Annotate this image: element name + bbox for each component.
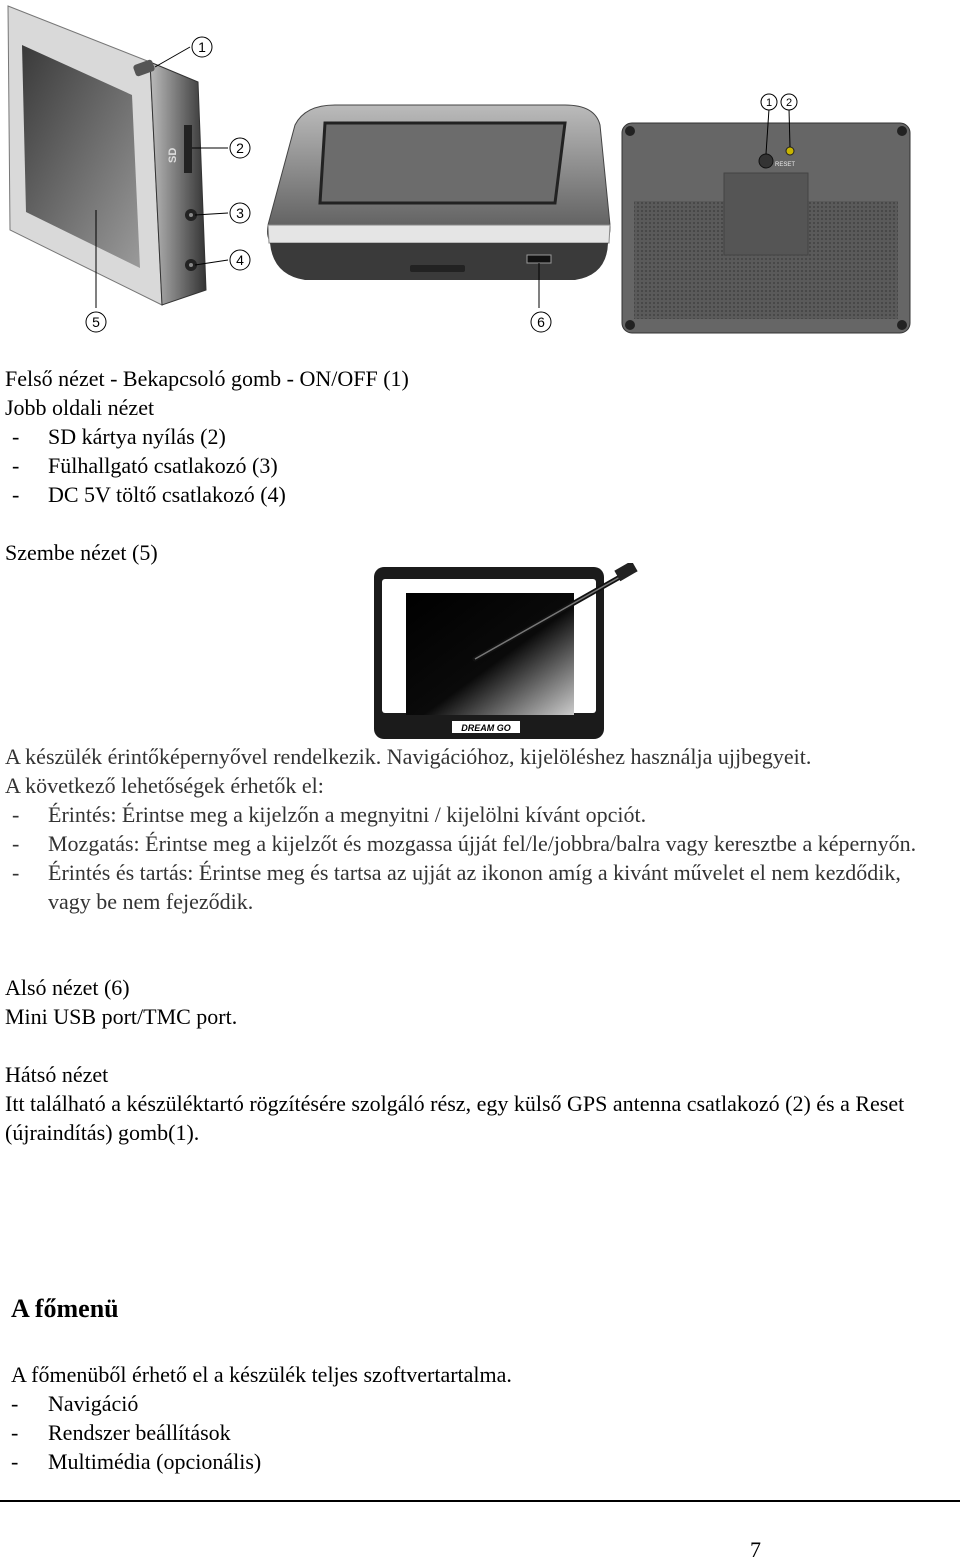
list-dash: - [12,802,20,827]
touch-intro: A készülék érintőképernyővel rendelkezik. Navigációhoz, kijelöléshez használja ujjbegyeit. [5,744,812,769]
list-dash: - [12,424,20,449]
list-item [5,480,955,509]
list-item [5,858,938,916]
rear-view-text: Itt található a készüléktartó rögzítésére szolgáló rész, egy külső GPS antenna csatlakozó (2) és a Reset (újraindítás) gomb(1). [5,1091,905,1145]
list-item [5,451,955,480]
main-menu-heading: A főmenü [11,1294,119,1323]
list-dash: - [11,1391,19,1416]
list-dash: - [12,860,20,885]
list-dash: - [12,453,20,478]
main-menu-section [11,1360,951,1476]
touchscreen-stylus-figure [372,563,640,743]
callout-3: 3 [236,205,244,221]
touchscreen-section [5,742,955,916]
top-view-line: Felső nézet - Bekapcsoló gomb - ON/OFF (1) [5,366,409,391]
rear-view-section [5,1060,955,1147]
list-item-text: DC 5V töltő csatlakozó (4) [48,482,286,507]
rear-callout-1: 1 [765,97,773,109]
device-front-view-figure [265,95,615,340]
callout-2: 2 [236,140,244,156]
list-item-text: Multimédia (opcionális) [48,1449,262,1474]
page-number: 7 [750,1537,761,1562]
list-dash: - [11,1449,19,1474]
brand-logo: DREAM GO [461,723,511,733]
reset-label: RESET [775,162,796,168]
callout-4: 4 [236,252,244,268]
list-dash: - [11,1420,19,1445]
views-section [5,364,955,509]
list-item [5,800,955,829]
footer-rule [0,1500,960,1502]
list-item [11,1418,951,1447]
list-item [5,422,955,451]
rear-view-title: Hátsó nézet [5,1062,109,1087]
list-item-text: Navigáció [48,1391,139,1416]
callout-5: 5 [92,314,100,330]
list-item-text: Rendszer beállítások [48,1420,231,1445]
list-dash: - [12,831,20,856]
list-item [5,829,918,858]
list-item-text: Fülhallgató csatlakozó (3) [48,453,278,478]
bottom-view-title: Alsó nézet (6) [5,975,130,1000]
list-item-text: Mozgatás: Érintse meg a kijelzőt és mozgassa újját fel/le/jobbra/balra vagy keresztbe a képernyőn. [48,831,917,856]
right-view-line: Jobb oldali nézet [5,395,155,420]
list-item [11,1447,951,1476]
callout-1: 1 [198,39,206,55]
list-item-text: Érintés és tartás: Érintse meg és tartsa az ujját az ikonon amíg a kivánt művelet el nem kezdődik, vagy be nem fejeződik. [48,860,901,914]
rear-callout-2: 2 [785,97,793,109]
list-item [11,1389,951,1418]
bottom-view-section [5,973,955,1031]
bottom-view-text: Mini USB port/TMC port. [5,1004,238,1029]
list-dash: - [12,482,20,507]
callout-6: 6 [537,314,545,330]
device-rear-view-figure [620,85,912,337]
list-item-text: SD kártya nyílás (2) [48,424,226,449]
touch-options-intro: A következő lehetőségek érhetők el: [5,773,324,798]
list-item-text: Érintés: Érintse meg a kijelzőn a megnyitni / kijelölni kívánt opciót. [48,802,647,827]
front-view-line: Szembe nézet (5) [5,540,158,565]
sd-card-mark: SD [167,147,179,163]
device-side-view-figure [0,0,260,340]
main-menu-intro: A főmenüből érhető el a készülék teljes szoftvertartalma. [11,1362,512,1387]
